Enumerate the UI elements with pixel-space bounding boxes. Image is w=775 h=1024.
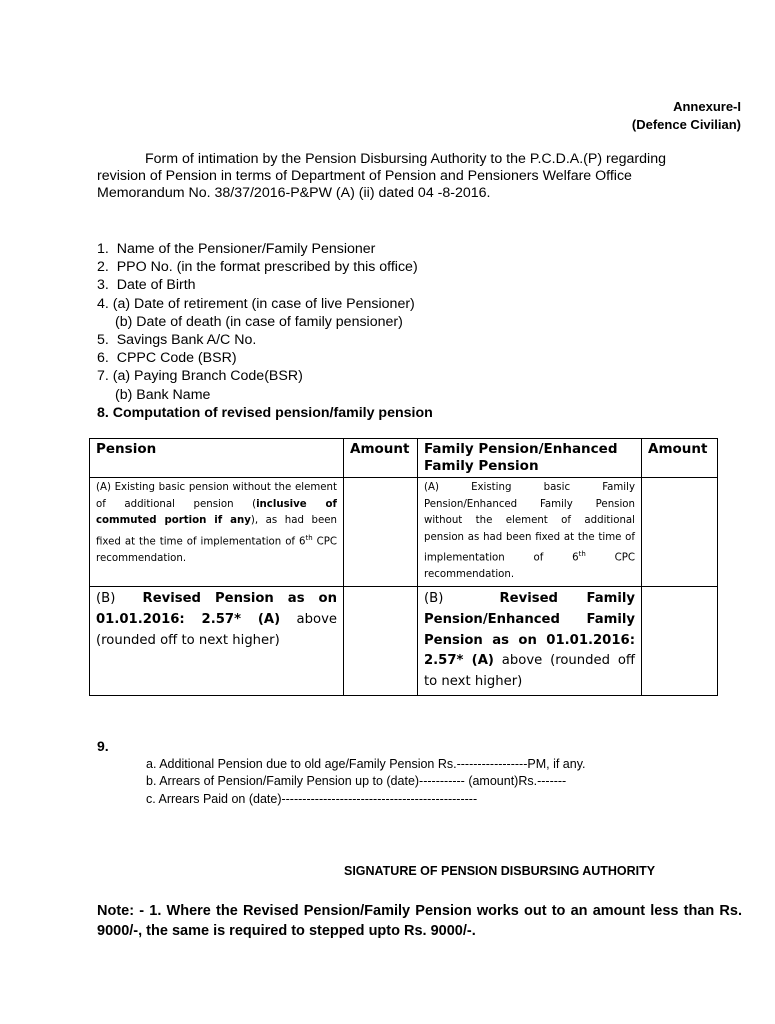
section-9-item-b: b. Arrears of Pension/Family Pension up to (date)----------- (amount)Rs.------- xyxy=(146,774,567,789)
table-row-a xyxy=(90,478,718,587)
item-ppo: 2. PPO No. (in the format prescribed by this office) xyxy=(97,259,418,276)
intro-line-2: revision of Pension in terms of Department of Pension and Pensioners Welfare Office xyxy=(97,168,632,185)
intro-line-1: Form of intimation by the Pension Disbursing Authority to the P.C.D.A.(P) regarding xyxy=(145,151,666,167)
section-9-list xyxy=(146,756,586,808)
item-retirement: 4. (a) Date of retirement (in case of live Pensioner) xyxy=(97,295,415,312)
table-row-b xyxy=(90,586,718,695)
item-bank-name: (b) Bank Name xyxy=(115,386,211,403)
section-9-item-a: a. Additional Pension due to old age/Family Pension Rs.-----------------PM, if any. xyxy=(146,757,586,771)
form-items-list xyxy=(97,240,433,422)
row-a-amount-1 xyxy=(344,478,418,587)
item-savings: 5. Savings Bank A/C No. xyxy=(97,332,257,349)
row-b-amount-1 xyxy=(344,586,418,695)
row-a-amount-2 xyxy=(642,478,718,587)
intro-paragraph xyxy=(97,151,742,203)
item-name: 1. Name of the Pensioner/Family Pensioner xyxy=(97,241,376,257)
header-amount-2: Amount xyxy=(642,439,718,478)
item-branch-code: 7. (a) Paying Branch Code(BSR) xyxy=(97,368,303,385)
section-9-item-c: c. Arrears Paid on (date)----------------------------------------------- xyxy=(146,791,478,806)
item-cppc: 6. CPPC Code (BSR) xyxy=(97,350,237,367)
annexure-heading xyxy=(632,98,741,134)
row-b-pension-cell: (B) Revised Pension as on 01.01.2016: 2.57* (A) above (rounded off to next higher) xyxy=(90,586,344,695)
annexure-subtitle: (Defence Civilian) xyxy=(631,117,741,132)
note-text: Note: - 1. Where the Revised Pension/Family Pension works out to an amount less than Rs. 9000/-, the same is required to stepped upto Rs. 9000/-. xyxy=(97,903,742,939)
row-a-family-cell: (A) Existing basic Family Pension/Enhanced Family Pension without the element of additional pension as had been fixed at the time of implementation of 6th CPC recommendation. xyxy=(418,478,642,587)
signature-label: SIGNATURE OF PENSION DISBURSING AUTHORITY xyxy=(344,864,656,878)
intro-line-3: Memorandum No. 38/37/2016-P&PW (A) (ii) dated 04 -8-2016. xyxy=(97,185,491,202)
row-a-pension-cell: (A) Existing basic pension without the element of additional pension (inclusive of commuted portion if any), as had been fixed at the time of implementation of 6th CPC recommendation. xyxy=(90,478,344,587)
header-family-pension: Family Pension/Enhanced Family Pension xyxy=(418,439,642,478)
header-amount-1: Amount xyxy=(344,439,418,478)
item-death: (b) Date of death (in case of family pensioner) xyxy=(115,313,403,330)
item-dob: 3. Date of Birth xyxy=(97,277,196,294)
row-b-family-cell: (B) Revised Family Pension/Enhanced Family Pension as on 01.01.2016: 2.57* (A) above (rounded off to next higher) xyxy=(418,586,642,695)
item-computation-heading: 8. Computation of revised pension/family pension xyxy=(97,404,433,421)
row-b-amount-2 xyxy=(642,586,718,695)
table-header-row xyxy=(90,439,718,478)
section-9-number: 9. xyxy=(97,738,109,754)
computation-table xyxy=(89,438,718,696)
annexure-title: Annexure-I xyxy=(673,99,741,114)
header-pension: Pension xyxy=(90,439,344,478)
